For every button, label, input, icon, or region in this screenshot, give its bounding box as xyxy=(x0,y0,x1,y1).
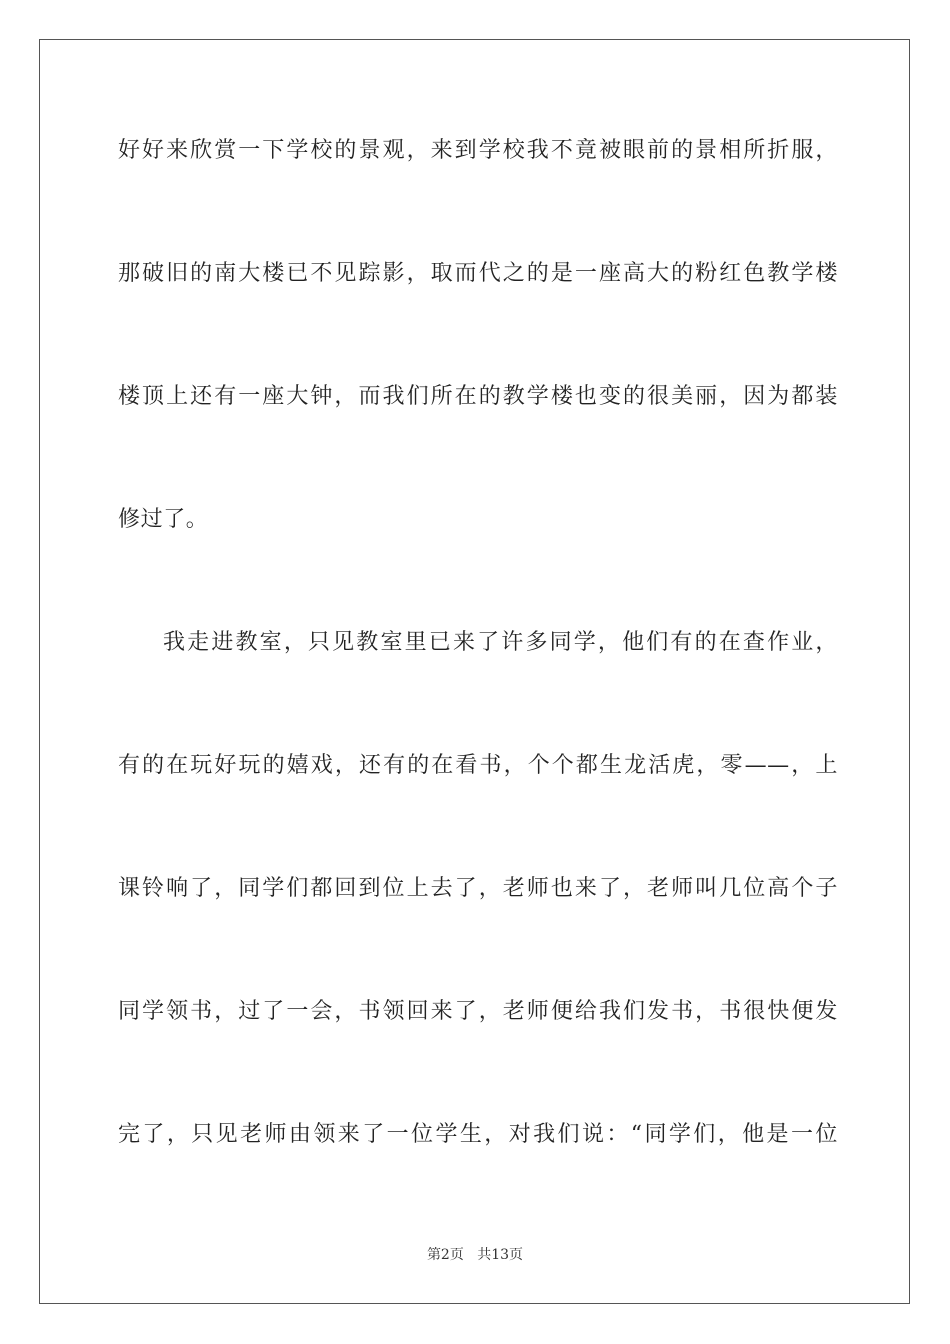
page-border xyxy=(39,39,910,1304)
text-line: 修过了。 xyxy=(118,507,209,532)
paragraph-first-line: 我走进教室，只见教室里已来了许多同学，他们有的在查作业， xyxy=(163,630,838,655)
text-line: 同学领书，过了一会，书领回来了，老师便给我们发书，书很快便发 xyxy=(118,999,838,1024)
text-line: 楼顶上还有一座大钟，而我们所在的教学楼也变的很美丽，因为都装 xyxy=(118,384,838,409)
page-total: 共13页 xyxy=(477,1247,524,1263)
text-line: 好好来欣赏一下学校的景观，来到学校我不竟被眼前的景相所折服， xyxy=(118,138,838,163)
text-line: 完了，只见老师由领来了一位学生，对我们说：“同学们，他是一位 xyxy=(118,1122,838,1147)
page-number: 第2页 xyxy=(426,1247,464,1263)
text-line: 那破旧的南大楼已不见踪影，取而代之的是一座高大的粉红色教学楼 xyxy=(118,261,838,286)
text-line: 有的在玩好玩的嬉戏，还有的在看书，个个都生龙活虎，零——，上 xyxy=(118,753,838,778)
page-footer xyxy=(0,1246,950,1264)
text-line: 课铃响了，同学们都回到位上去了，老师也来了，老师叫几位高个子 xyxy=(118,876,838,901)
